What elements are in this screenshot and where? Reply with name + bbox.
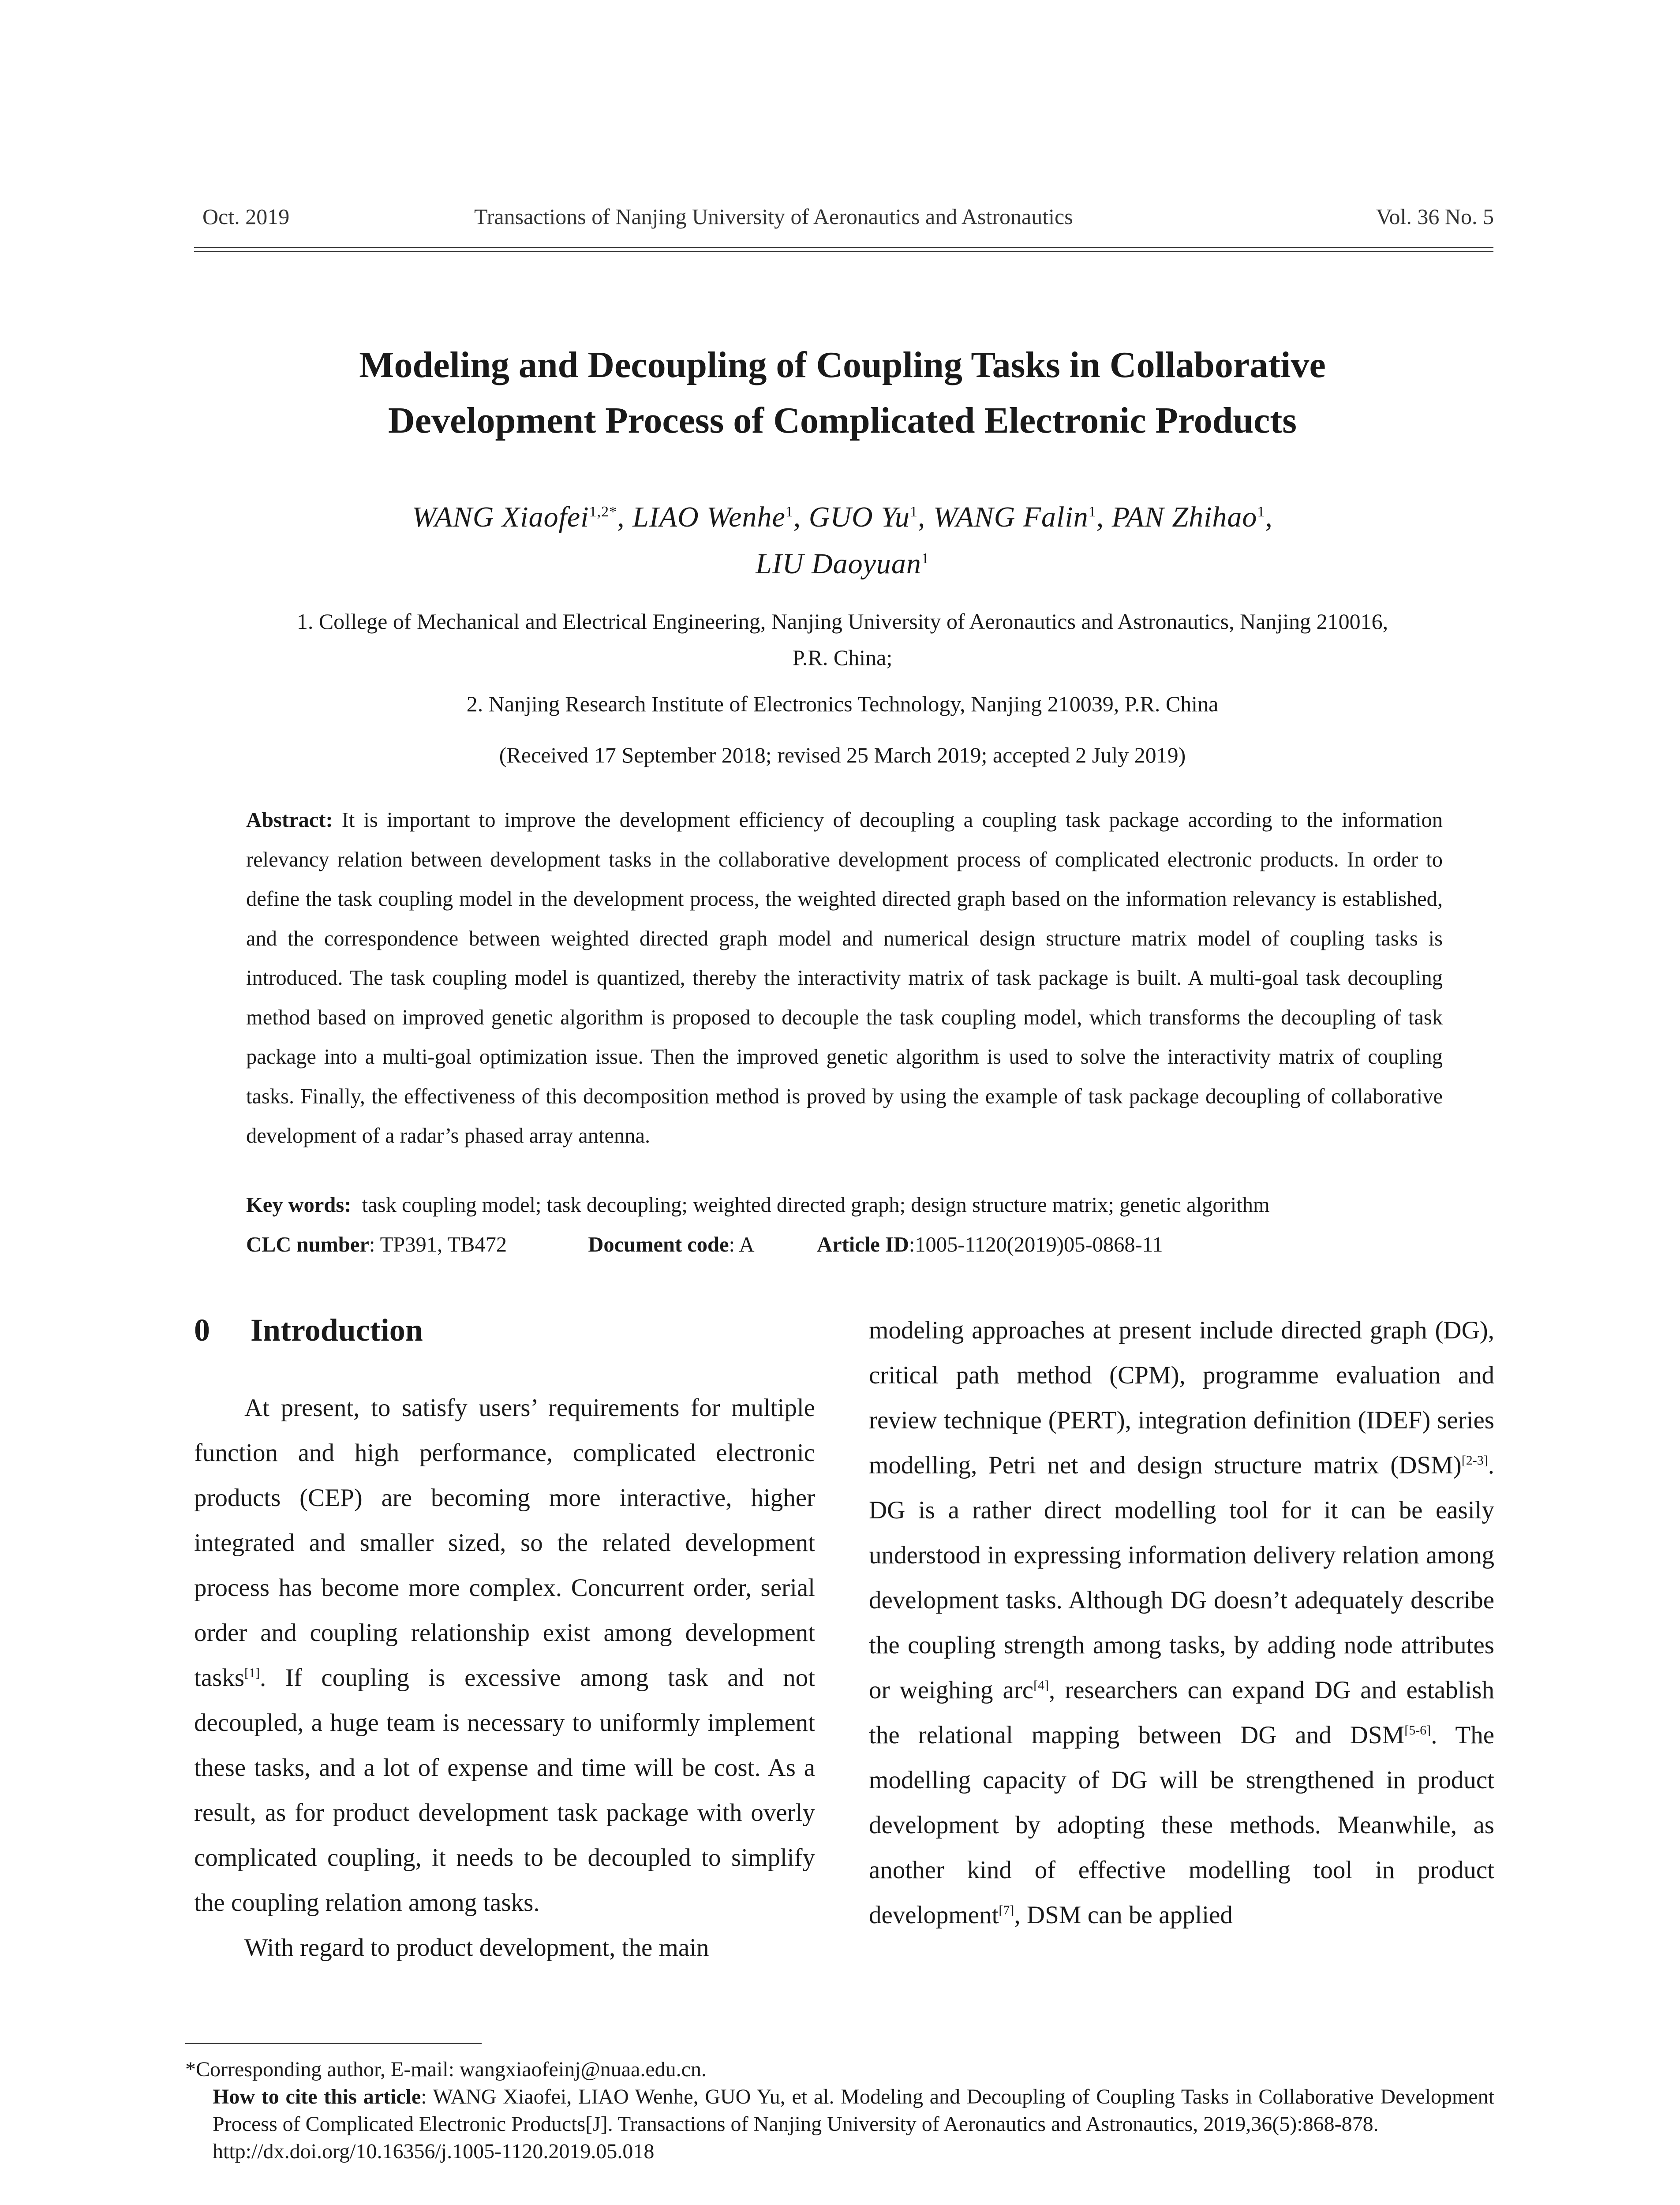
title-line-2: Development Process of Complicated Electronic Products — [388, 400, 1297, 441]
body-text: modeling approaches at present include directed graph (DG), critical path method (CPM), programme evaluation and review technique (PERT), integration definition (IDEF) series modelling, Petri net and design structure matrix (DSM) — [869, 1316, 1494, 1479]
clc-value: : TP391, TB472 — [369, 1233, 507, 1256]
author-affiliation-mark: 1,2* — [589, 504, 617, 520]
abstract-text: It is important to improve the development efficiency of decoupling a coupling task package according to the information relevancy relation between development tasks in the collaborative development process of complicated electronic products. In order to define the task coupling model in the development process, the weighted directed graph based on the information relevancy is established, and the correspondence between weighted directed graph model and numerical design structure matrix model of coupling tasks is introduced. The task coupling model is quantized, thereby the interactivity matrix of task package is built. A multi-goal task decoupling method based on improved genetic algorithm is proposed to decouple the task coupling model, which transforms the decoupling of task package into a multi-goal optimization issue. Then the improved genetic algorithm is used to solve the interactivity matrix of coupling tasks. Finally, the effectiveness of this decomposition method is proved by using the example of task package decoupling of collaborative development of a radar’s phased array antenna. — [246, 808, 1443, 1147]
affiliation-1-line-2: P.R. China; — [792, 645, 893, 670]
body-column-right — [869, 1308, 1494, 1938]
citation-ref[interactable]: [5-6] — [1404, 1723, 1431, 1738]
author-name: PAN Zhihao — [1111, 501, 1257, 533]
affiliation-1-line-1: 1. College of Mechanical and Electrical Engineering, Nanjing University of Aeronautics and Astronautics, Nanjing 210016, — [296, 609, 1388, 634]
doi-link[interactable]: http://dx.doi.org/10.16356/j.1005-1120.2019.05.018 — [213, 2140, 655, 2163]
body-paragraph — [194, 1386, 815, 1925]
author-name: GUO Yu — [808, 501, 910, 533]
author-affiliation-mark: 1 — [1257, 504, 1265, 520]
affiliation-2: 2. Nanjing Research Institute of Electronics Technology, Nanjing 210039, P.R. China — [466, 691, 1219, 716]
footnote-rule — [185, 2043, 482, 2044]
document-code-value: : A — [729, 1233, 753, 1256]
citation-block — [185, 2083, 1494, 2138]
citation-ref[interactable]: [2-3] — [1461, 1453, 1488, 1468]
journal-volume: Vol. 36 No. 5 — [1376, 204, 1494, 229]
keywords-text: task coupling model; task decoupling; weighted directed graph; design structure matrix; genetic algorithm — [362, 1193, 1270, 1217]
author-affiliation-mark: 1 — [1088, 504, 1096, 520]
citation-text: : WANG Xiaofei, LIAO Wenhe, GUO Yu, et al. Modeling and Decoupling of Coupling Tasks in Collaborative Development Process of Complicated Electronic Products[J]. Transactions of Nanjing University of Aeronautics and Astronautics, 2019,36(5):868-878. — [213, 2085, 1494, 2136]
body-text: . DG is a rather direct modelling tool for it can be easily understood in expressing information delivery relation among development tasks. Although DG doesn’t adequately describe the coupling strength among tasks, by adding node attributes or weighing arc — [869, 1451, 1494, 1704]
classification-codes — [246, 1233, 1443, 1257]
paper-title — [185, 337, 1500, 448]
author-affiliation-mark: 1 — [785, 504, 793, 520]
body-paragraph: With regard to product development, the main — [244, 1934, 709, 1962]
body-text: . If coupling is excessive among task and not decoupled, a huge team is necessary to uniformly implement these tasks, and a lot of expense and time will be cost. As a result, as for product development task package with overly complicated coupling, it needs to be decoupled to simplify the coupling relation among tasks. — [194, 1664, 815, 1917]
citation-label: How to cite this article — [213, 2085, 421, 2108]
header-rule-top — [194, 247, 1493, 248]
header-rule-bottom — [194, 251, 1493, 252]
affiliation-1 — [185, 603, 1500, 676]
article-id-label: Article ID — [817, 1233, 909, 1256]
author-affiliation-mark: 1 — [909, 504, 918, 520]
author-name: LIAO Wenhe — [632, 501, 786, 533]
author-name: WANG Falin — [933, 501, 1089, 533]
received-dates: (Received 17 September 2018; revised 25 March 2019; accepted 2 July 2019) — [499, 743, 1186, 767]
section-title: Introduction — [251, 1312, 423, 1348]
author-line-2 — [185, 541, 1500, 587]
abstract-label: Abstract: — [246, 808, 333, 832]
abstract — [246, 800, 1443, 1156]
body-text: At present, to satisfy users’ requirements for multiple function and high performance, complicated electronic products (CEP) are becoming more interactive, higher integrated and smaller sized, so the related development process has become more complex. Concurrent order, serial order and coupling relationship exist among development tasks — [194, 1394, 815, 1692]
body-text: , DSM can be applied — [1014, 1901, 1233, 1929]
body-text: . The modelling capacity of DG will be strengthened in product development by adopting these methods. Meanwhile, as another kind of effective modelling tool in product development — [869, 1721, 1494, 1929]
author-affiliation-mark: 1 — [921, 550, 929, 567]
citation-ref[interactable]: [4] — [1033, 1678, 1049, 1693]
footnote — [185, 2056, 1494, 2165]
clc-label: CLC number — [246, 1233, 369, 1256]
author-list — [185, 494, 1500, 587]
title-line-1: Modeling and Decoupling of Coupling Tasks in Collaborative — [359, 344, 1326, 385]
journal-name: Transactions of Nanjing University of Aeronautics and Astronautics — [474, 204, 1073, 229]
citation-ref[interactable]: [7] — [999, 1903, 1014, 1917]
body-column-left — [194, 1386, 815, 1970]
keywords-label: Key words: — [246, 1193, 352, 1217]
author-name: LIU Daoyuan — [756, 548, 921, 580]
section-number: 0 — [194, 1312, 210, 1348]
body-text: , researchers can expand DG and establish the relational mapping between DG and DSM — [869, 1676, 1494, 1749]
article-id-value: :1005-1120(2019)05-0868-11 — [909, 1233, 1163, 1256]
section-heading — [194, 1312, 423, 1349]
keywords — [246, 1193, 1443, 1217]
document-code-label: Document code — [588, 1233, 729, 1256]
citation-ref[interactable]: [1] — [244, 1666, 260, 1680]
author-name: WANG Xiaofei — [412, 501, 589, 533]
corresponding-author: *Corresponding author, E-mail: wangxiaofeinj@nuaa.edu.cn. — [185, 2058, 707, 2081]
journal-date: Oct. 2019 — [202, 204, 290, 229]
author-line-1: WANG Xiaofei$^{1,2*}$, LIAO Wenhe$^1$, GUO Yu$^1$, WANG Falin$^1$, PAN Zhihao$^1$, — [412, 501, 1273, 533]
body-paragraph — [869, 1308, 1494, 1938]
